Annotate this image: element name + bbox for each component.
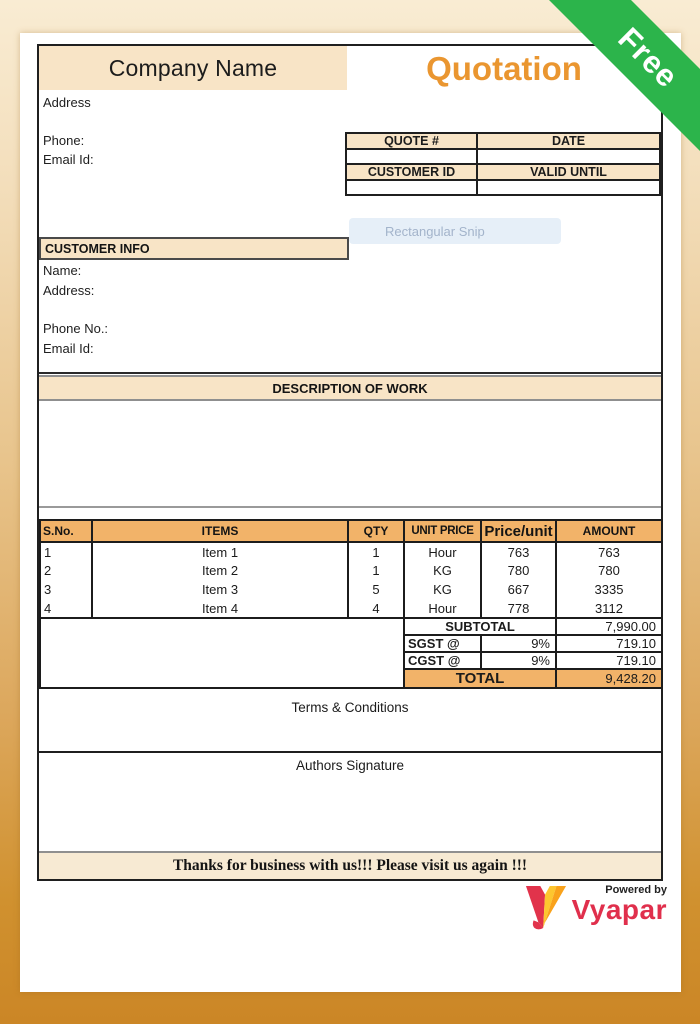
cgst-label: CGST @ <box>404 652 481 669</box>
total-label: TOTAL <box>404 669 556 688</box>
item-unit: Hour <box>404 599 481 618</box>
item-amount: 763 <box>556 542 662 561</box>
customer-name-label: Name: <box>43 263 82 278</box>
customer-id-value <box>346 180 477 195</box>
description-of-work-header <box>39 375 661 401</box>
valid-until-value <box>477 180 660 195</box>
item-row <box>40 580 662 599</box>
customer-email-label: Email Id: <box>43 341 94 356</box>
date-header: DATE <box>477 133 660 149</box>
cgst-rate: 9% <box>481 652 556 669</box>
item-row <box>40 542 662 561</box>
customer-address-label: Address: <box>43 283 95 298</box>
item-name: Item 4 <box>92 599 348 618</box>
company-phone-label: Phone: <box>43 133 85 148</box>
item-sno: 3 <box>40 580 92 599</box>
brand-text-column <box>572 884 667 924</box>
item-name: Item 1 <box>92 542 348 561</box>
company-address-label: Address <box>43 95 91 110</box>
quote-info-table <box>345 132 661 196</box>
company-name-text: Company Name <box>108 54 278 81</box>
header-amount: AMOUNT <box>556 520 662 542</box>
item-price: 667 <box>481 580 556 599</box>
document-page <box>20 33 681 992</box>
powered-by-text: Powered by <box>605 884 667 896</box>
description-bottom-divider <box>39 506 661 508</box>
rectangular-snip-watermark: Rectangular Snip <box>349 218 561 244</box>
document-title-text: Quotation <box>426 50 582 87</box>
item-amount: 3335 <box>556 580 662 599</box>
item-row <box>40 561 662 580</box>
date-value <box>477 149 660 164</box>
section-divider <box>39 372 661 374</box>
item-amount: 3112 <box>556 599 662 618</box>
item-qty: 4 <box>348 599 404 618</box>
item-sno: 4 <box>40 599 92 618</box>
company-name-header <box>39 46 347 90</box>
subtotal-label: SUBTOTAL <box>404 618 556 635</box>
item-sno: 1 <box>40 542 92 561</box>
vyapar-logo-icon <box>525 884 567 930</box>
item-price: 780 <box>481 561 556 580</box>
header-price-unit: Price/unit <box>481 520 556 542</box>
sgst-rate: 9% <box>481 635 556 652</box>
quote-number-value <box>346 149 477 164</box>
subtotal-value: 7,990.00 <box>556 618 662 635</box>
item-unit: KG <box>404 580 481 599</box>
sgst-value: 719.10 <box>556 635 662 652</box>
item-name: Item 3 <box>92 580 348 599</box>
customer-phone-label: Phone No.: <box>43 321 109 336</box>
item-qty: 5 <box>348 580 404 599</box>
terms-and-conditions-title: Terms & Conditions <box>291 700 409 715</box>
item-qty: 1 <box>348 542 404 561</box>
sgst-label: SGST @ <box>404 635 481 652</box>
items-table <box>39 519 663 689</box>
items-header-row <box>40 520 662 542</box>
valid-until-header: VALID UNTIL <box>477 164 660 180</box>
header-unit-price: UNIT PRICE <box>404 520 481 542</box>
description-area <box>39 401 661 506</box>
item-unit: KG <box>404 561 481 580</box>
footer-note-band <box>39 851 661 879</box>
cgst-value: 719.10 <box>556 652 662 669</box>
totals-blank-area <box>40 618 404 688</box>
total-value: 9,428.20 <box>556 669 662 688</box>
terms-bottom-divider <box>39 751 661 753</box>
customer-info-header: CUSTOMER INFO <box>39 237 349 260</box>
authors-signature-title: Authors Signature <box>295 758 405 773</box>
customer-id-header: CUSTOMER ID <box>346 164 477 180</box>
free-ribbon-label: Free <box>611 20 686 95</box>
vyapar-branding <box>525 884 667 930</box>
subtotal-row <box>40 618 662 635</box>
item-qty: 1 <box>348 561 404 580</box>
description-of-work-title: DESCRIPTION OF WORK <box>272 380 428 396</box>
quote-number-header: QUOTE # <box>346 133 477 149</box>
item-price: 778 <box>481 599 556 618</box>
item-row <box>40 599 662 618</box>
item-price: 763 <box>481 542 556 561</box>
header-sno: S.No. <box>40 520 92 542</box>
header-qty: QTY <box>348 520 404 542</box>
footer-note-text: Thanks for business with us!!! Please visit us again !!! <box>172 857 528 874</box>
company-email-label: Email Id: <box>43 152 94 167</box>
brand-name-text: Vyapar <box>571 894 667 925</box>
item-sno: 2 <box>40 561 92 580</box>
item-amount: 780 <box>556 561 662 580</box>
header-items: ITEMS <box>92 520 348 542</box>
quotation-document <box>37 44 663 881</box>
item-name: Item 2 <box>92 561 348 580</box>
item-unit: Hour <box>404 542 481 561</box>
